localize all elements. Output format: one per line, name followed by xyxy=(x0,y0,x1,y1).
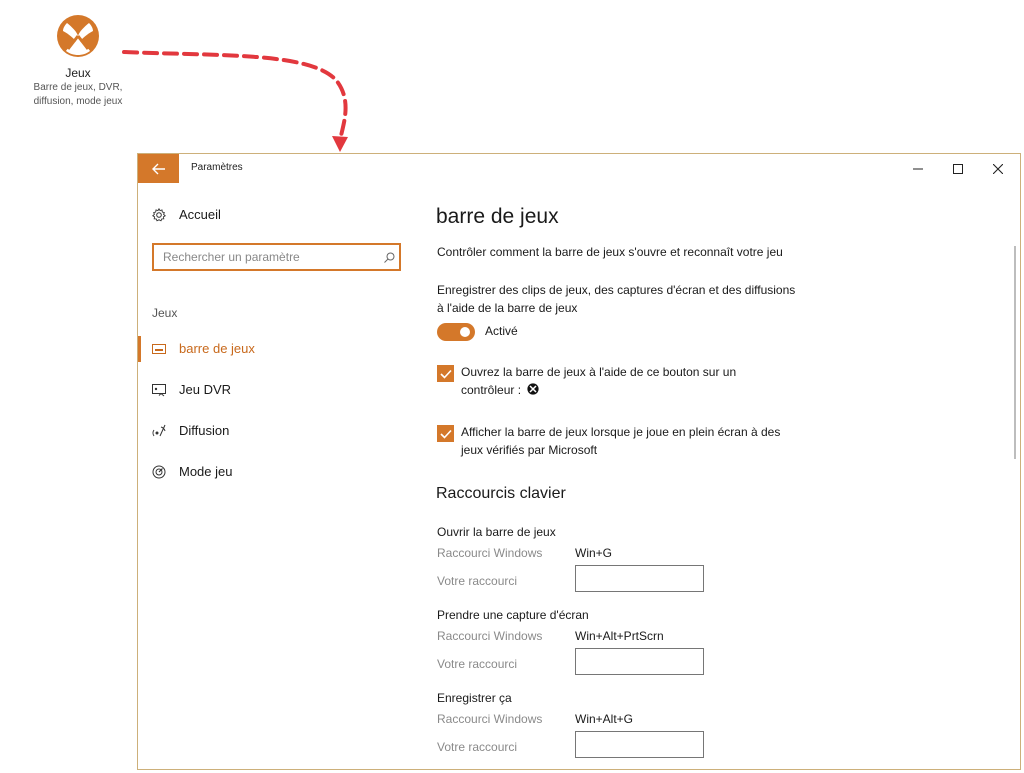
shortcut-custom-input[interactable] xyxy=(575,565,704,592)
game-bar-icon xyxy=(151,341,167,357)
shortcut-windows-label: Raccourci Windows xyxy=(437,546,543,560)
sidebar-item-label: Jeu DVR xyxy=(179,382,232,397)
nav-home[interactable] xyxy=(152,207,221,222)
category-label: Jeux xyxy=(152,306,178,320)
record-toggle[interactable] xyxy=(437,323,475,341)
fullscreen-checkbox-label-line1: Afficher la barre de jeux lorsque je joue en plein écran à des xyxy=(461,425,781,439)
shortcut-windows-label: Raccourci Windows xyxy=(437,712,543,726)
shortcut-windows-value: Win+G xyxy=(575,546,613,560)
shortcut-windows-value: Win+Alt+PrtScrn xyxy=(575,629,664,643)
controller-checkbox-label-line1: Ouvrez la barre de jeux à l'aide de ce bouton sur un xyxy=(461,365,737,379)
shortcut-custom-input[interactable] xyxy=(575,731,704,758)
sidebar-item-label: Diffusion xyxy=(179,423,230,438)
active-indicator xyxy=(138,336,141,362)
checkmark-icon xyxy=(440,429,452,439)
nav-home-label: Accueil xyxy=(179,207,221,222)
sidebar-item-label: barre de jeux xyxy=(179,341,255,356)
search-icon[interactable] xyxy=(379,252,399,263)
game-dvr-icon xyxy=(151,382,167,398)
sidebar-item-label: Mode jeu xyxy=(179,464,233,479)
shortcut-heading: Enregistrer ça xyxy=(437,691,512,705)
back-button[interactable] xyxy=(138,154,179,183)
games-settings-tile[interactable] xyxy=(20,14,136,108)
xbox-logo-icon xyxy=(56,14,100,58)
shortcut-custom-label: Votre raccourci xyxy=(437,657,518,671)
shortcuts-section-title: Raccourcis clavier xyxy=(436,485,566,502)
sidebar-item-broadcast[interactable] xyxy=(138,418,408,444)
search-box[interactable] xyxy=(152,243,401,271)
vertical-scrollbar[interactable] xyxy=(1014,246,1016,459)
sidebar-item-game-bar[interactable] xyxy=(138,336,408,362)
sidebar-item-game-dvr[interactable] xyxy=(138,377,408,403)
settings-window xyxy=(137,153,1021,770)
game-mode-icon xyxy=(151,464,167,480)
checkmark-icon xyxy=(440,369,452,379)
search-input[interactable] xyxy=(154,245,379,269)
shortcut-windows-label: Raccourci Windows xyxy=(437,629,543,643)
shortcut-windows-value: Win+Alt+G xyxy=(575,712,634,726)
controller-checkbox-label-line2 xyxy=(461,381,539,399)
broadcast-icon xyxy=(151,423,167,439)
sidebar-item-game-mode[interactable] xyxy=(138,459,408,485)
tile-description-line1: Barre de jeux, DVR, xyxy=(33,82,123,93)
record-description-line1: Enregistrer des clips de jeux, des captures d'écran et des diffusions xyxy=(437,283,796,297)
toggle-knob xyxy=(460,327,470,337)
controller-checkbox-text: contrôleur : xyxy=(461,383,522,397)
tile-title: Jeux xyxy=(65,66,91,80)
settings-content xyxy=(436,154,996,769)
controller-button-checkbox[interactable] xyxy=(437,365,454,382)
arrow-left-icon xyxy=(152,163,166,175)
tile-description-line2: diffusion, mode jeux xyxy=(33,96,123,107)
shortcut-custom-label: Votre raccourci xyxy=(437,740,518,754)
toggle-state-label: Activé xyxy=(485,324,518,338)
record-description-line2: à l'aide de la barre de jeux xyxy=(437,301,578,315)
xbox-button-icon xyxy=(527,383,539,395)
shortcut-heading: Ouvrir la barre de jeux xyxy=(437,525,556,539)
page-title: barre de jeux xyxy=(436,205,559,228)
shortcut-custom-label: Votre raccourci xyxy=(437,574,518,588)
shortcut-custom-input[interactable] xyxy=(575,648,704,675)
page-description: Contrôler comment la barre de jeux s'ouvre et reconnaît votre jeu xyxy=(437,245,783,259)
fullscreen-checkbox[interactable] xyxy=(437,425,454,442)
fullscreen-checkbox-label-line2: jeux vérifiés par Microsoft xyxy=(461,443,598,457)
shortcut-heading: Prendre une capture d'écran xyxy=(437,608,589,622)
window-title: Paramètres xyxy=(191,162,243,173)
gear-icon xyxy=(152,208,166,222)
